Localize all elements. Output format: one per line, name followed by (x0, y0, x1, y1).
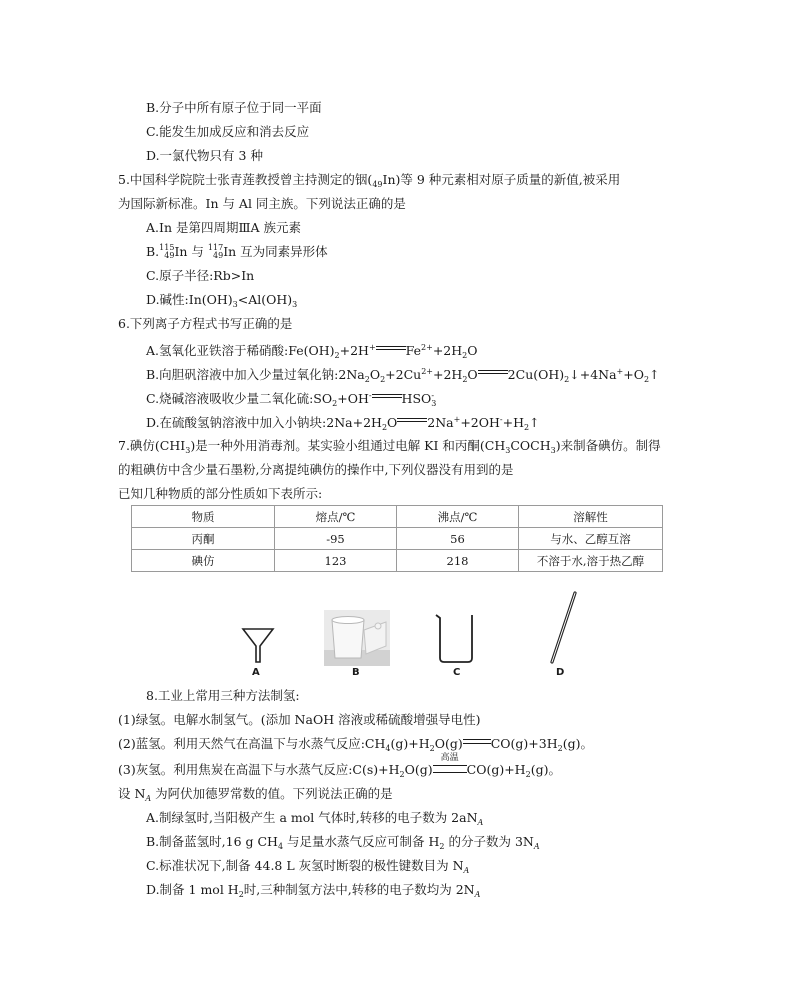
instrument-label-a: A (252, 667, 260, 678)
equals-sign-icon (372, 392, 402, 402)
q6-option-c: C.烧碱溶液吸收少量二氧化硫$:SO_2+OH^-$ $HSO_3^-$ (146, 391, 437, 408)
table-cell: 218 (397, 550, 519, 572)
reversible-arrow-icon (463, 737, 491, 747)
q7-stem-line1: 7.碘仿$(CHI_3)$是一种外用消毒剂。某实验小组通过电解 KI 和丙酮$(CH_3COCH_3)$来制备碘仿。制得 (118, 438, 661, 455)
table-header-cell: 物质 (132, 506, 275, 528)
q8-option-a: A.制绿氢时,当阳极产生 a mol 气体时,转移的电子数为 $2aN_A$ (146, 810, 484, 827)
equals-sign-icon (397, 416, 427, 426)
table-row (132, 528, 663, 550)
q8-stem: 8.工业上常用三种方法制氢: (146, 688, 300, 703)
table-cell: -95 (275, 528, 397, 550)
q6-option-d: D.在硫酸氢钠溶液中加入小钠块$:2Na+2H_2O$ $2Na^++2OH^-+H_2↑$ (146, 415, 540, 432)
q4-option-b: B.分子中所有原子位于同一平面 (146, 100, 322, 115)
table-cell: 与水、乙醇互溶 (519, 528, 663, 550)
table-row (132, 550, 663, 572)
crucible-icon (324, 610, 390, 666)
glass-rod-icon (546, 590, 580, 666)
table-header-row (132, 506, 663, 528)
table-cell: 不溶于水,溶于热乙醇 (519, 550, 663, 572)
table-header-cell: 熔点/℃ (275, 506, 397, 528)
q5-option-d: D.碱性$:In(OH)_3<Al(OH)_3$ (146, 292, 298, 309)
equals-sign-icon (478, 368, 508, 378)
q5-stem-line2: 为国际新标准。In 与 Al 同主族。下列说法正确的是 (118, 196, 406, 211)
properties-table (131, 505, 663, 572)
high-temp-condition: 高温 (433, 762, 467, 773)
q5-option-b: B.115 49In 与 117 49In 互为同素异形体 (146, 243, 328, 260)
q8-na-definition: 设 $N_A$ 为阿伏加德罗常数的值。下列说法正确的是 (118, 786, 393, 803)
instrument-label-c: C (453, 667, 461, 678)
q8-option-b: B.制备蓝氢时,16 g $CH_4$ 与足量水蒸气反应可制备 $H_2$ 的分子数为 $3N_A$ (146, 834, 540, 851)
q8-option-c: C.标准状况下,制备 44.8 L 灰氢时断裂的极性键数目为 $N_A$ (146, 858, 470, 875)
q6-option-a: A.氢氧化亚铁溶于稀硝酸$:Fe(OH)_2+2H^+$ $Fe^{2+}+2H_2O$ (146, 343, 478, 360)
q5-stem-line1: 5.中国科学院院士张青莲教授曾主持测定的铟$(_{49}In)$等 9 种元素相对原子质量的新值,被采用 (118, 172, 621, 189)
q8-option-d: D.制备 1 mol $H_2$时,三种制氢方法中,转移的电子数均为 $2N_A$ (146, 882, 481, 899)
beaker-icon (432, 612, 476, 664)
table-cell: 丙酮 (132, 528, 275, 550)
table-cell: 123 (275, 550, 397, 572)
q6-stem: 6.下列离子方程式书写正确的是 (118, 316, 293, 331)
q7-table-intro: 已知几种物质的部分性质如下表所示: (118, 486, 323, 501)
q4-option-d: D.一氯代物只有 3 种 (146, 148, 263, 163)
table-cell: 56 (397, 528, 519, 550)
q8-green-hydrogen: (1)绿氢。电解水制氢气。(添加 NaOH 溶液或稀硫酸增强导电性) (118, 712, 481, 727)
table-header-cell: 沸点/℃ (397, 506, 519, 528)
table-header-cell: 溶解性 (519, 506, 663, 528)
funnel-icon (240, 626, 276, 666)
equals-sign-icon (376, 344, 406, 354)
instrument-label-b: B (352, 667, 360, 678)
q8-grey-hydrogen: (3)灰氢。利用焦炭在高温下与水蒸气反应$:C(s)+H_2O(g)$ 高温 $CO(g)+H_2(g)$。 (118, 753, 561, 779)
q7-stem-line2: 的粗碘仿中含少量石墨粉,分离提纯碘仿的操作中,下列仪器没有用到的是 (118, 462, 514, 477)
q5-option-a: A.In 是第四周期ⅢA 族元素 (146, 220, 302, 235)
q4-option-c: C.能发生加成反应和消去反应 (146, 124, 310, 139)
q5-option-c: C.原子半径:Rb>In (146, 268, 255, 283)
q6-option-b: B.向胆矾溶液中加入少量过氧化钠$:2Na_2O_2+2Cu^{2+}+2H_2O$ $2Cu(OH)_2↓+4Na^++O_2↑$ (146, 367, 660, 384)
q8-blue-hydrogen: (2)蓝氢。利用天然气在高温下与水蒸气反应$:CH_4(g)+H_2O(g)$ $CO(g)+3H_2(g)$。 (118, 736, 593, 753)
instrument-label-d: D (556, 667, 565, 678)
table-cell: 碘仿 (132, 550, 275, 572)
